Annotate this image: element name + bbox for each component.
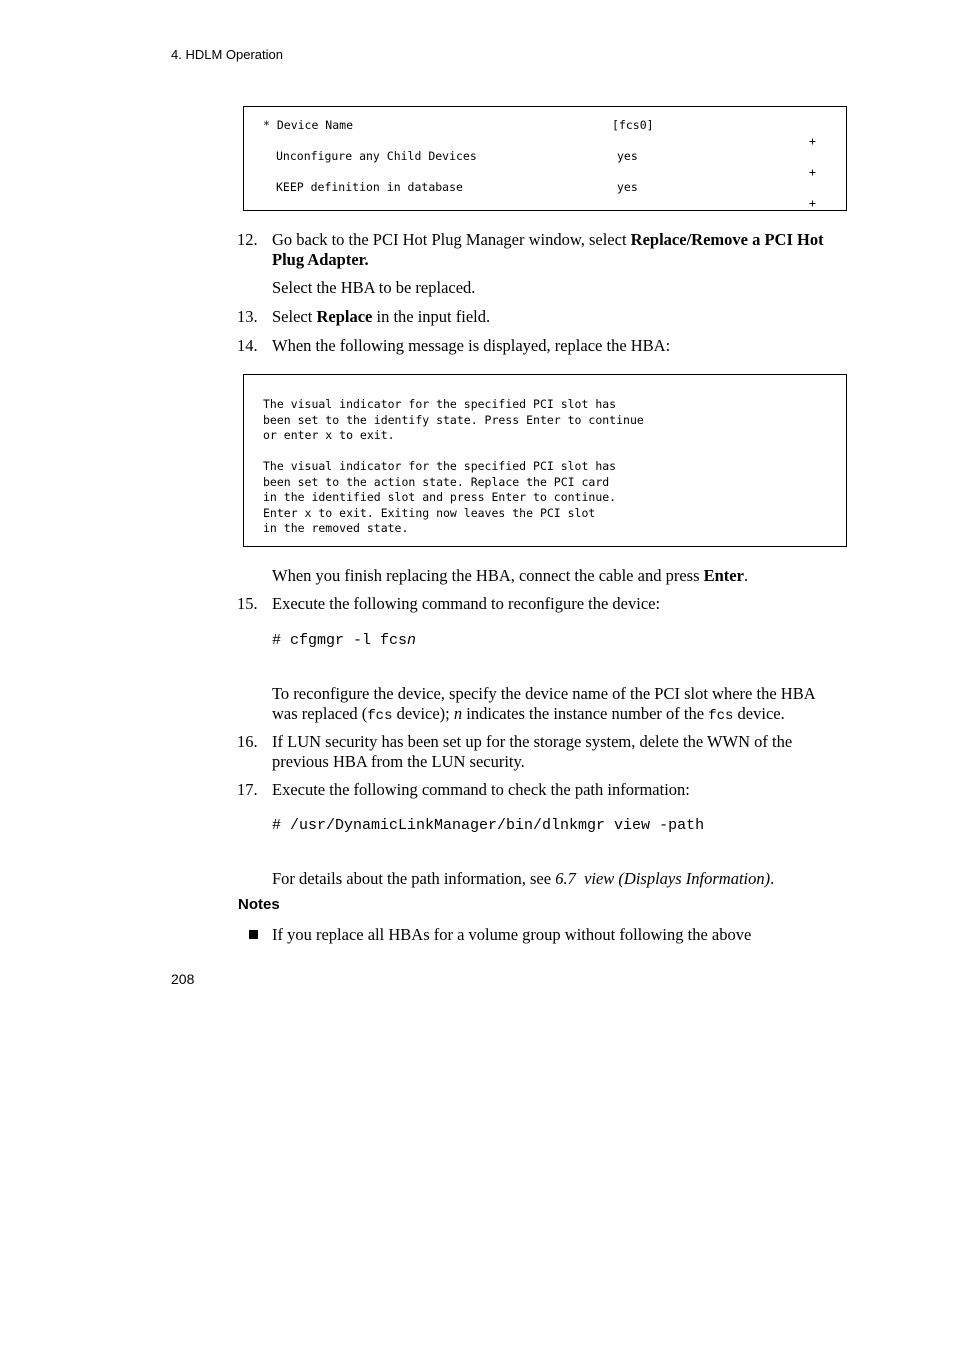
field-value-keep-definition: yes [617,180,638,194]
step-13-bold: Replace [316,307,373,326]
step-15-desc-code1: fcs [367,708,393,724]
field-value-unconfigure: yes [617,149,638,163]
step-12-number: 12. [237,230,258,249]
field-label-keep-definition: KEEP definition in database [276,180,463,194]
field-label-unconfigure: Unconfigure any Child Devices [276,149,477,163]
notes-bullet-text: If you replace all HBAs for a volume group without following the above [272,925,752,944]
step-15-desc-b: device); [392,704,454,723]
message-line: or enter x to exit. [263,428,395,442]
step-13-text [272,307,840,327]
step-15-desc-d: device. [733,704,785,723]
page-number: 208 [171,971,195,987]
step-13-text-a: Select [272,307,317,326]
field-marker: + [809,165,816,179]
step-17-desc-ref[interactable]: 6.7 view (Displays Information) [555,869,771,888]
message-line: The visual indicator for the specified PCI slot has [263,459,617,473]
message-line: in the identified slot and press Enter to continue. [263,490,617,504]
bullet-square-icon [249,930,258,939]
step-17-text: Execute the following command to check the path information: [272,780,690,799]
after-14-text-a: When you finish replacing the HBA, connect the cable and press [272,566,704,585]
step-15-description [272,684,840,726]
message-box [243,374,847,547]
notes-heading: Notes [238,896,280,913]
message-line: been set to the action state. Replace the PCI card [263,474,610,489]
step-15-command [272,632,416,649]
field-value-device-name: [fcs0] [612,118,654,132]
message-line: Enter x to exit. Exiting now leaves the PCI slot [263,505,596,520]
message-line: in the removed state. [263,521,409,535]
step-13-number: 13. [237,307,258,326]
field-marker: + [809,134,816,148]
step-15-text: Execute the following command to reconfigure the device: [272,594,661,613]
step-15-command-var: n [407,632,417,649]
message-line: been set to the identify state. Press Enter to continue [263,412,644,427]
message-line: The visual indicator for the specified PCI slot has [263,397,617,411]
step-16-number: 16. [237,732,258,751]
step-12-sub: Select the HBA to be replaced. [272,278,476,297]
step-13-text-b: in the input field. [372,307,491,326]
step-14-number: 14. [237,336,258,355]
step-14-text: When the following message is displayed, replace the HBA: [272,336,671,355]
field-marker: + [809,196,816,210]
after-14-text-b: . [743,566,749,585]
after-14-bold: Enter [703,566,744,585]
running-header: 4. HDLM Operation [171,47,283,62]
step-12-bold: Replace/Remove a PCI Hot Plug Adapter. [272,230,824,269]
step-15-desc-var: n [453,704,463,723]
step-15-number: 15. [237,594,258,613]
after-14-text [272,566,840,586]
step-12-text [272,230,840,270]
step-15-desc-a: To reconfigure the device, specify the device name of the PCI slot where the HBA was replaced ( [272,684,815,723]
step-15-desc-code2: fcs [708,708,734,724]
step-17-desc-b: . [770,869,775,888]
step-17-number: 17. [237,780,258,799]
step-17-desc-a: For details about the path information, see [272,869,556,888]
step-17-command: # /usr/DynamicLinkManager/bin/dlnkmgr view -path [272,817,705,834]
smit-field-box [243,106,847,211]
step-17-description [272,869,840,889]
field-label-device-name: * Device Name [263,118,354,132]
step-15-command-text: # cfgmgr -l fcs [272,632,408,649]
step-15-desc-c: indicates the instance number of the [462,704,709,723]
step-12-text-a: Go back to the PCI Hot Plug Manager window, select [272,230,631,249]
step-16-text: If LUN security has been set up for the storage system, delete the WWN of the previous HBA from the LUN security. [272,732,793,771]
